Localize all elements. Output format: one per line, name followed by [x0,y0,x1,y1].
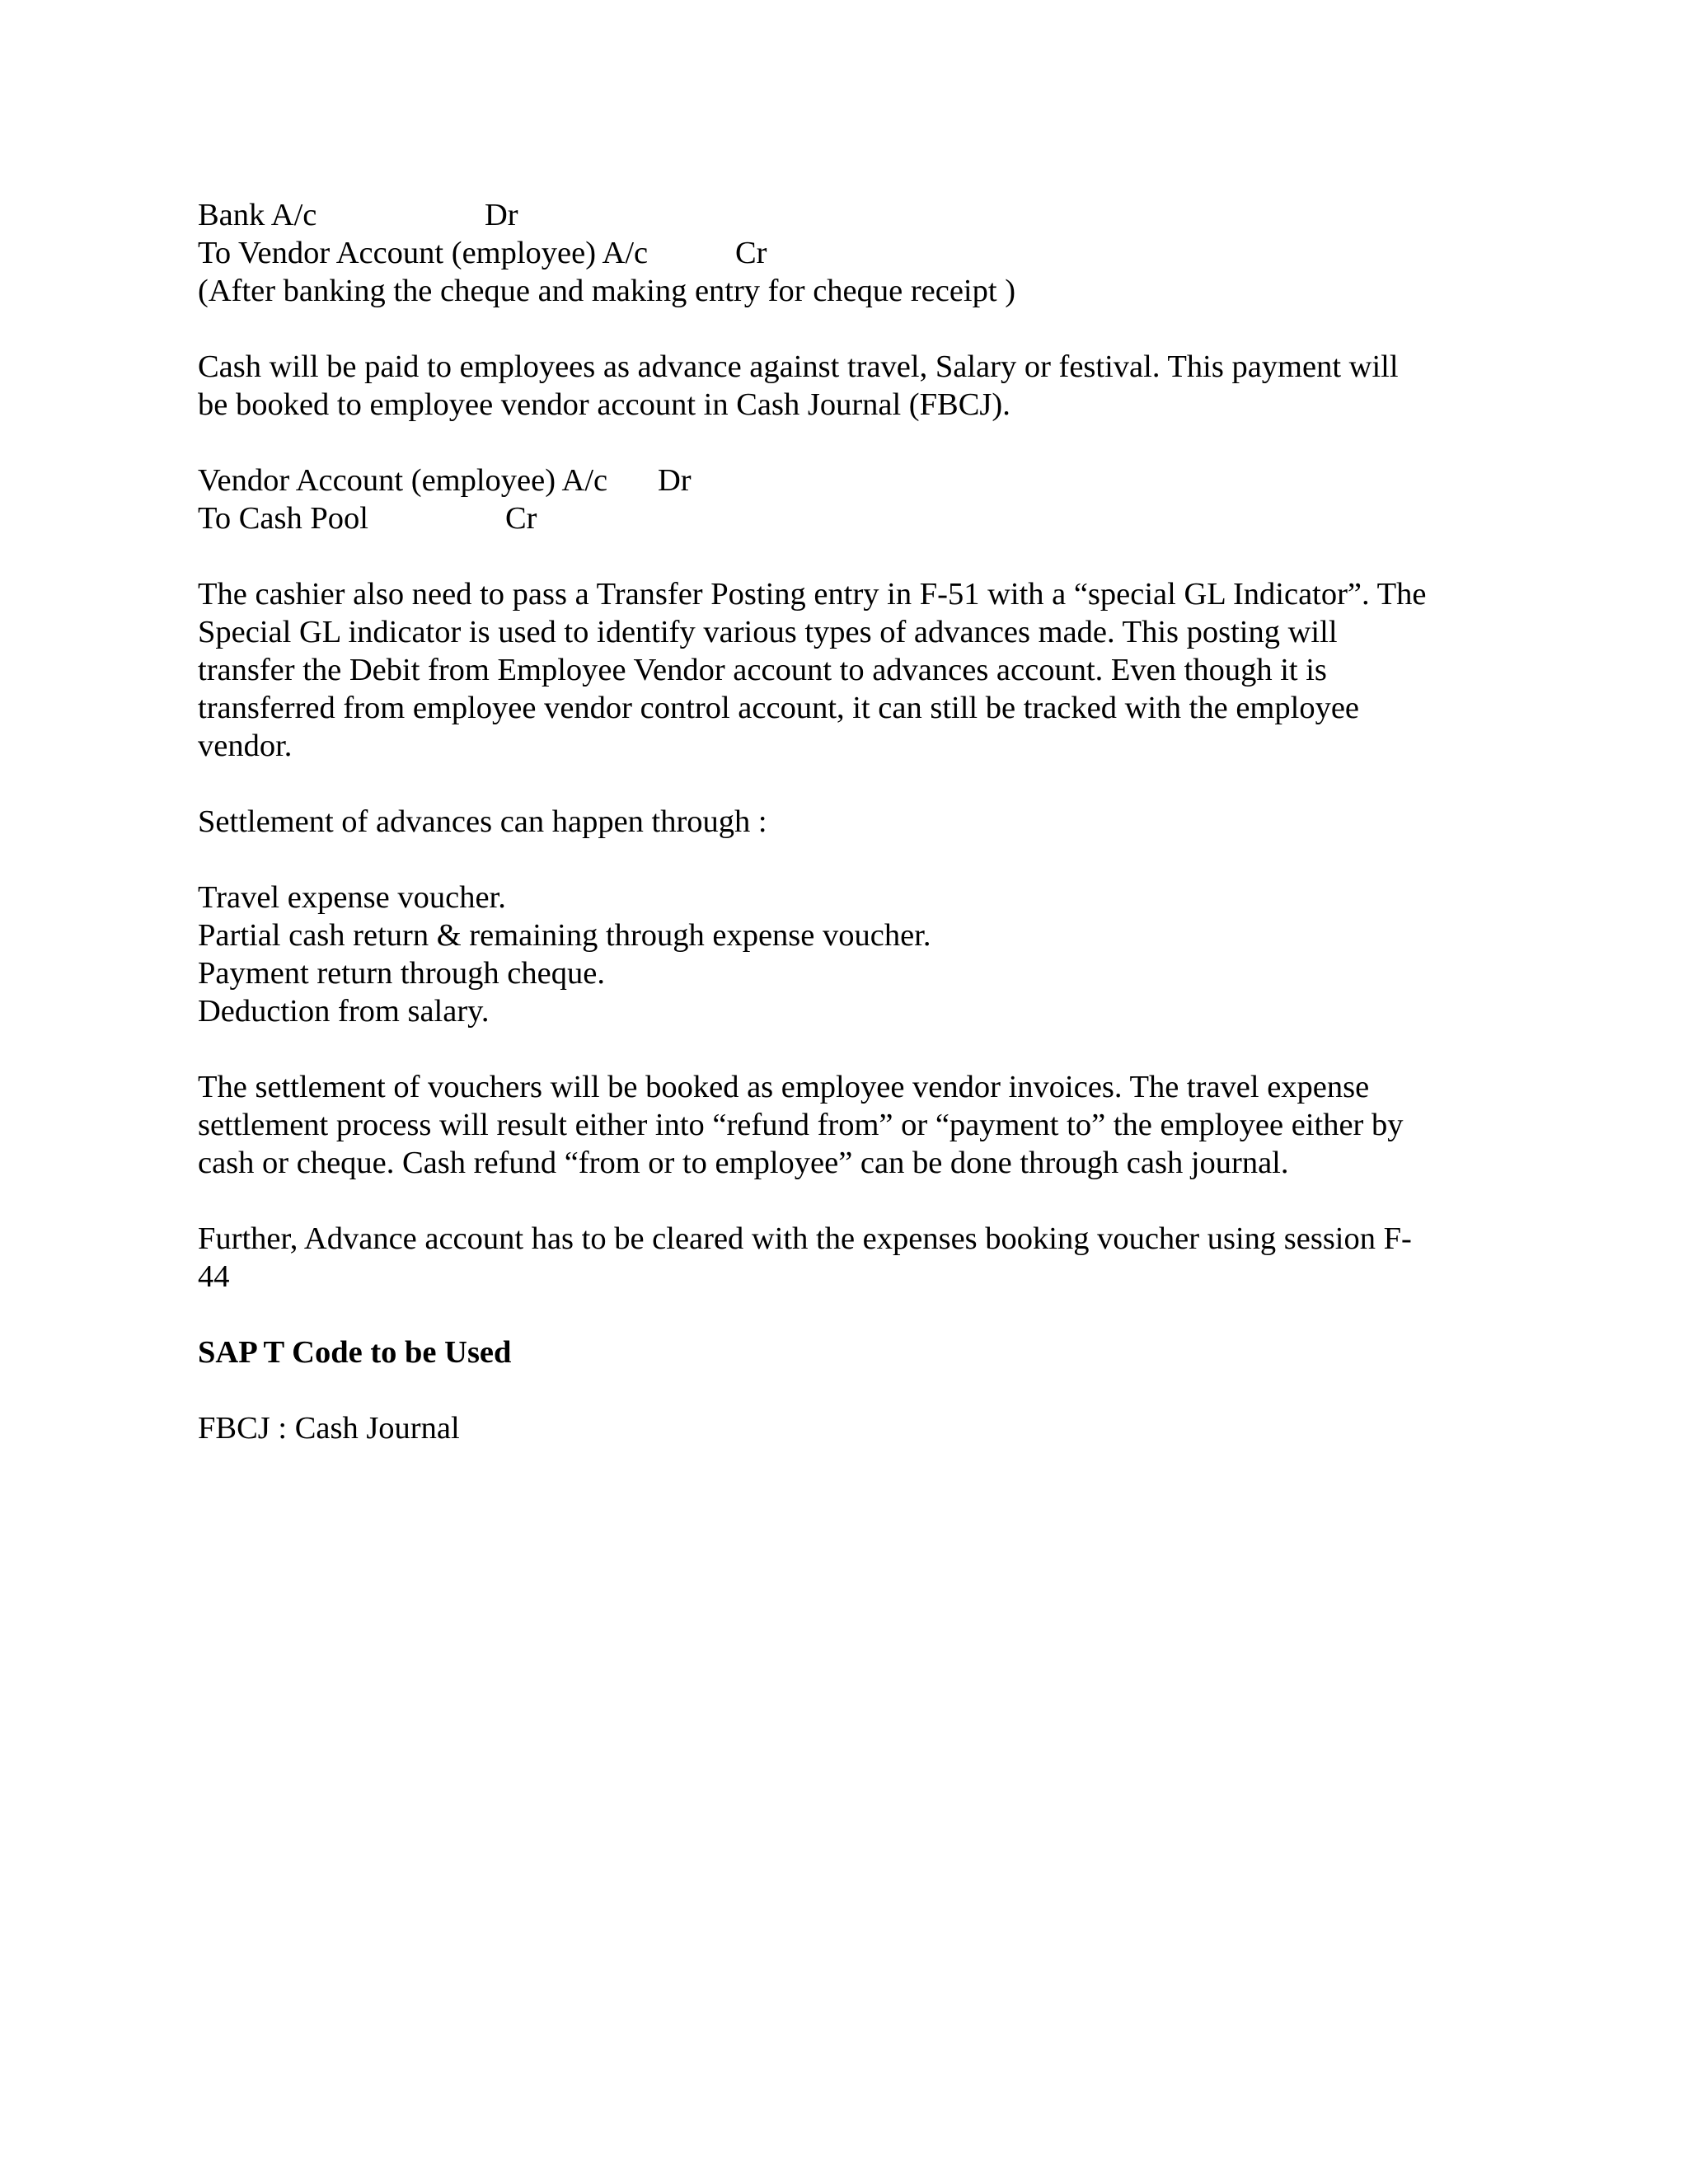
entry2-line1-account: Vendor Account (employee) A/c [198,463,608,498]
para1-line1: Cash will be paid to employees as advance against travel, Salary or festival. This payment will [198,349,1399,384]
entry2-line2-side: Cr [505,501,537,536]
entry1-line2 [198,234,767,272]
para2-line1: The cashier also need to pass a Transfer Posting entry in F-51 with a “special GL Indicator”. The [198,577,1427,612]
entry1-line1-account: Bank A/c [198,198,317,232]
para4-line2: 44 [198,1259,230,1294]
entry2-line1 [198,462,692,499]
settlement-intro: Settlement of advances can happen through : [198,804,767,839]
para3-line1: The settlement of vouchers will be booked as employee vendor invoices. The travel expense [198,1070,1370,1104]
para2-line5: vendor. [198,729,293,763]
entry1-note: (After banking the cheque and making entry for cheque receipt ) [198,274,1016,308]
entry1-line2-side: Cr [735,236,767,270]
para3-line3: cash or cheque. Cash refund “from or to employee” can be done through cash journal. [198,1146,1289,1180]
entry1-line1-side: Dr [485,198,518,232]
para4-line1: Further, Advance account has to be cleared with the expenses booking voucher using session F- [198,1221,1412,1256]
entry2-line2-account: To Cash Pool [198,501,368,536]
para1-line2: be booked to employee vendor account in Cash Journal (FBCJ). [198,387,1010,422]
settlement-item: Travel expense voucher. [198,880,506,915]
entry2-line1-side: Dr [658,463,692,498]
para2-line3: transfer the Debit from Employee Vendor account to advances account. Even though it is [198,653,1327,687]
settlement-item: Payment return through cheque. [198,956,605,991]
entry1-line1 [198,196,518,234]
tcode-heading: SAP T Code to be Used [198,1335,512,1370]
tcode-item: FBCJ : Cash Journal [198,1411,460,1446]
para3-line2: settlement process will result either into “refund from” or “payment to” the employee either by [198,1108,1404,1142]
settlement-item: Partial cash return & remaining through expense voucher. [198,918,931,953]
entry2-line2 [198,499,537,537]
settlement-item: Deduction from salary. [198,994,490,1029]
entry1-line2-account: To Vendor Account (employee) A/c [198,236,649,270]
para2-line2: Special GL indicator is used to identify various types of advances made. This posting will [198,615,1338,649]
para2-line4: transferred from employee vendor control account, it can still be tracked with the employee [198,691,1359,725]
